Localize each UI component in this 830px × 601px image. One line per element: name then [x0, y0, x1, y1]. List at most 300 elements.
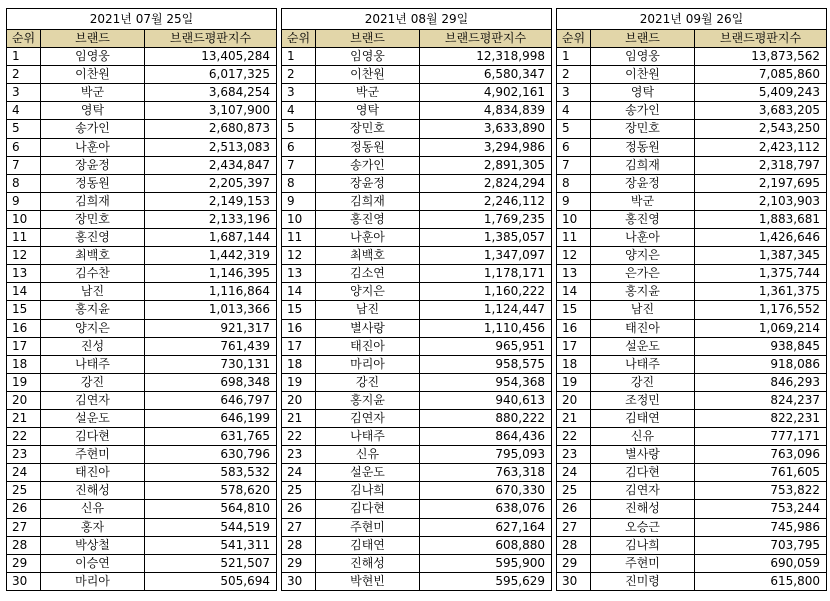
brand-name-cell: 김태연: [316, 536, 420, 554]
ranking-block: [556, 8, 827, 591]
rank-cell: 4: [557, 102, 591, 120]
rank-cell: 20: [557, 391, 591, 409]
score-cell: 1,110,456: [420, 319, 552, 337]
rank-cell: 21: [282, 409, 316, 427]
ranking-table-body: [557, 48, 827, 591]
table-row: [7, 210, 277, 228]
table-row: [282, 301, 552, 319]
brand-name-cell: 김수찬: [41, 265, 145, 283]
rank-cell: 30: [282, 572, 316, 590]
table-row: [557, 210, 827, 228]
brand-name-cell: 강진: [41, 373, 145, 391]
score-cell: 745,986: [695, 518, 827, 536]
brand-name-cell: 별사랑: [591, 446, 695, 464]
rank-cell: 22: [282, 428, 316, 446]
score-cell: 763,096: [695, 446, 827, 464]
brand-name-cell: 김희재: [591, 156, 695, 174]
table-row: [7, 229, 277, 247]
table-row: [282, 192, 552, 210]
brand-name-cell: 임영웅: [41, 48, 145, 66]
table-row: [7, 446, 277, 464]
brand-name-cell: 나훈아: [316, 229, 420, 247]
score-cell: 753,822: [695, 482, 827, 500]
brand-name-cell: 나훈아: [41, 138, 145, 156]
brand-name-cell: 박군: [316, 84, 420, 102]
score-cell: 2,197,695: [695, 174, 827, 192]
brand-name-cell: 송가인: [316, 156, 420, 174]
ranking-date-title: 2021년 09월 26일: [556, 8, 827, 29]
score-cell: 4,902,161: [420, 84, 552, 102]
rank-cell: 19: [557, 373, 591, 391]
table-row: [557, 84, 827, 102]
brand-name-cell: 홍진영: [41, 229, 145, 247]
score-cell: 761,605: [695, 464, 827, 482]
score-cell: 595,629: [420, 572, 552, 590]
rank-cell: 15: [7, 301, 41, 319]
table-row: [7, 355, 277, 373]
table-row: [557, 355, 827, 373]
rank-cell: 16: [282, 319, 316, 337]
table-row: [282, 391, 552, 409]
table-row: [282, 48, 552, 66]
rank-cell: 5: [557, 120, 591, 138]
brand-name-cell: 김다현: [316, 500, 420, 518]
brand-name-cell: 최백호: [41, 247, 145, 265]
score-cell: 1,176,552: [695, 301, 827, 319]
rank-cell: 11: [7, 229, 41, 247]
ranking-table-header: [282, 30, 552, 48]
brand-name-cell: 홍지윤: [41, 301, 145, 319]
score-cell: 846,293: [695, 373, 827, 391]
brand-name-cell: 김소연: [316, 265, 420, 283]
rank-cell: 24: [7, 464, 41, 482]
rank-cell: 17: [557, 337, 591, 355]
rank-cell: 20: [282, 391, 316, 409]
score-header: 브랜드평판지수: [420, 30, 552, 48]
score-cell: 1,361,375: [695, 283, 827, 301]
score-cell: 3,683,205: [695, 102, 827, 120]
table-row: [557, 409, 827, 427]
score-cell: 544,519: [145, 518, 277, 536]
score-cell: 822,231: [695, 409, 827, 427]
score-cell: 4,834,839: [420, 102, 552, 120]
table-row: [282, 554, 552, 572]
table-row: [557, 192, 827, 210]
table-row: [7, 247, 277, 265]
rank-cell: 21: [557, 409, 591, 427]
table-row: [282, 409, 552, 427]
ranking-table: [281, 29, 552, 591]
table-row: [557, 391, 827, 409]
score-cell: 1,124,447: [420, 301, 552, 319]
table-row: [7, 428, 277, 446]
table-row: [557, 482, 827, 500]
ranking-table-header: [7, 30, 277, 48]
table-row: [282, 446, 552, 464]
score-cell: 1,178,171: [420, 265, 552, 283]
score-cell: 2,434,847: [145, 156, 277, 174]
ranking-table-header: [557, 30, 827, 48]
score-cell: 3,633,890: [420, 120, 552, 138]
brand-name-cell: 송가인: [41, 120, 145, 138]
rank-cell: 7: [282, 156, 316, 174]
table-row: [282, 138, 552, 156]
score-cell: 2,149,153: [145, 192, 277, 210]
table-row: [282, 482, 552, 500]
ranking-date-title: 2021년 07월 25일: [6, 8, 277, 29]
table-row: [7, 84, 277, 102]
rank-cell: 4: [7, 102, 41, 120]
ranking-tables: [6, 8, 827, 591]
score-cell: 965,951: [420, 337, 552, 355]
table-row: [282, 247, 552, 265]
rank-cell: 25: [282, 482, 316, 500]
brand-name-cell: 김연자: [316, 409, 420, 427]
rank-cell: 25: [557, 482, 591, 500]
rank-cell: 13: [282, 265, 316, 283]
brand-name-cell: 양지은: [591, 247, 695, 265]
table-row: [7, 500, 277, 518]
score-cell: 670,330: [420, 482, 552, 500]
table-row: [557, 156, 827, 174]
brand-name-cell: 박현빈: [316, 572, 420, 590]
score-cell: 6,017,325: [145, 66, 277, 84]
table-row: [557, 66, 827, 84]
brand-name-cell: 김다현: [41, 428, 145, 446]
table-row: [7, 319, 277, 337]
rank-cell: 29: [7, 554, 41, 572]
brand-header: 브랜드: [41, 30, 145, 48]
rank-cell: 24: [282, 464, 316, 482]
brand-name-cell: 오승근: [591, 518, 695, 536]
score-cell: 2,318,797: [695, 156, 827, 174]
table-row: [557, 536, 827, 554]
score-cell: 958,575: [420, 355, 552, 373]
table-row: [557, 428, 827, 446]
score-cell: 2,891,305: [420, 156, 552, 174]
brand-name-cell: 나태주: [591, 355, 695, 373]
brand-name-cell: 홍자: [41, 518, 145, 536]
brand-name-cell: 강진: [591, 373, 695, 391]
rank-cell: 27: [282, 518, 316, 536]
score-cell: 595,900: [420, 554, 552, 572]
brand-name-cell: 장민호: [41, 210, 145, 228]
score-cell: 646,199: [145, 409, 277, 427]
table-row: [557, 464, 827, 482]
score-header: 브랜드평판지수: [695, 30, 827, 48]
rank-cell: 17: [282, 337, 316, 355]
rank-cell: 10: [7, 210, 41, 228]
rank-cell: 14: [282, 283, 316, 301]
brand-name-cell: 마리아: [41, 572, 145, 590]
rank-cell: 2: [282, 66, 316, 84]
brand-name-cell: 김나희: [591, 536, 695, 554]
score-cell: 1,160,222: [420, 283, 552, 301]
brand-name-cell: 김희재: [316, 192, 420, 210]
score-cell: 564,810: [145, 500, 277, 518]
table-row: [557, 572, 827, 590]
brand-name-cell: 태진아: [591, 319, 695, 337]
rank-cell: 26: [7, 500, 41, 518]
brand-name-cell: 신유: [316, 446, 420, 464]
rank-cell: 28: [282, 536, 316, 554]
table-row: [282, 428, 552, 446]
brand-name-cell: 별사랑: [316, 319, 420, 337]
rank-cell: 15: [282, 301, 316, 319]
score-cell: 1,385,057: [420, 229, 552, 247]
brand-name-cell: 설운도: [41, 409, 145, 427]
table-row: [557, 265, 827, 283]
rank-cell: 17: [7, 337, 41, 355]
rank-cell: 12: [282, 247, 316, 265]
rank-cell: 5: [282, 120, 316, 138]
brand-name-cell: 양지은: [41, 319, 145, 337]
rank-cell: 18: [282, 355, 316, 373]
rank-cell: 3: [557, 84, 591, 102]
rank-cell: 10: [557, 210, 591, 228]
table-row: [282, 120, 552, 138]
rank-cell: 23: [557, 446, 591, 464]
rank-cell: 22: [557, 428, 591, 446]
brand-name-cell: 진해성: [316, 554, 420, 572]
score-cell: 921,317: [145, 319, 277, 337]
score-cell: 777,171: [695, 428, 827, 446]
rank-cell: 1: [282, 48, 316, 66]
brand-name-cell: 신유: [591, 428, 695, 446]
brand-name-cell: 장민호: [591, 120, 695, 138]
score-cell: 2,246,112: [420, 192, 552, 210]
table-row: [7, 192, 277, 210]
score-cell: 12,318,998: [420, 48, 552, 66]
score-cell: 646,797: [145, 391, 277, 409]
score-cell: 2,680,873: [145, 120, 277, 138]
table-row: [7, 174, 277, 192]
score-cell: 690,059: [695, 554, 827, 572]
brand-name-cell: 마리아: [316, 355, 420, 373]
score-cell: 795,093: [420, 446, 552, 464]
score-cell: 5,409,243: [695, 84, 827, 102]
table-row: [7, 138, 277, 156]
score-cell: 698,348: [145, 373, 277, 391]
rank-cell: 13: [557, 265, 591, 283]
score-cell: 1,883,681: [695, 210, 827, 228]
score-cell: 13,405,284: [145, 48, 277, 66]
score-cell: 954,368: [420, 373, 552, 391]
table-row: [7, 48, 277, 66]
score-cell: 824,237: [695, 391, 827, 409]
brand-name-cell: 남진: [591, 301, 695, 319]
brand-name-cell: 홍진영: [316, 210, 420, 228]
table-row: [557, 174, 827, 192]
rank-cell: 23: [282, 446, 316, 464]
score-cell: 505,694: [145, 572, 277, 590]
table-row: [557, 48, 827, 66]
rank-cell: 16: [557, 319, 591, 337]
brand-name-cell: 장윤정: [591, 174, 695, 192]
rank-cell: 8: [282, 174, 316, 192]
table-row: [7, 102, 277, 120]
rank-cell: 21: [7, 409, 41, 427]
brand-name-cell: 이찬원: [591, 66, 695, 84]
rank-cell: 6: [557, 138, 591, 156]
table-row: [282, 319, 552, 337]
table-row: [282, 66, 552, 84]
brand-name-cell: 진성: [41, 337, 145, 355]
ranking-table-body: [282, 48, 552, 591]
rank-cell: 12: [7, 247, 41, 265]
brand-name-cell: 김나희: [316, 482, 420, 500]
score-cell: 880,222: [420, 409, 552, 427]
table-row: [7, 66, 277, 84]
rank-cell: 27: [557, 518, 591, 536]
brand-name-cell: 태진아: [316, 337, 420, 355]
score-cell: 7,085,860: [695, 66, 827, 84]
rank-cell: 4: [282, 102, 316, 120]
brand-name-cell: 설운도: [316, 464, 420, 482]
header-row: [557, 30, 827, 48]
score-cell: 1,013,366: [145, 301, 277, 319]
brand-name-cell: 임영웅: [316, 48, 420, 66]
score-cell: 630,796: [145, 446, 277, 464]
score-cell: 2,824,294: [420, 174, 552, 192]
brand-name-cell: 강진: [316, 373, 420, 391]
score-cell: 2,513,083: [145, 138, 277, 156]
brand-name-cell: 김태연: [591, 409, 695, 427]
ranking-table: [6, 29, 277, 591]
brand-name-cell: 송가인: [591, 102, 695, 120]
score-cell: 2,103,903: [695, 192, 827, 210]
table-row: [557, 373, 827, 391]
score-cell: 1,116,864: [145, 283, 277, 301]
rank-cell: 6: [282, 138, 316, 156]
brand-name-cell: 김희재: [41, 192, 145, 210]
score-cell: 2,133,196: [145, 210, 277, 228]
score-cell: 3,107,900: [145, 102, 277, 120]
score-cell: 1,387,345: [695, 247, 827, 265]
rank-cell: 30: [557, 572, 591, 590]
brand-name-cell: 박상철: [41, 536, 145, 554]
score-cell: 761,439: [145, 337, 277, 355]
score-cell: 763,318: [420, 464, 552, 482]
score-cell: 541,311: [145, 536, 277, 554]
brand-name-cell: 신유: [41, 500, 145, 518]
score-cell: 13,873,562: [695, 48, 827, 66]
brand-name-cell: 박군: [591, 192, 695, 210]
rank-cell: 23: [7, 446, 41, 464]
brand-name-cell: 김다현: [591, 464, 695, 482]
brand-name-cell: 장윤정: [316, 174, 420, 192]
rank-cell: 6: [7, 138, 41, 156]
score-cell: 1,146,395: [145, 265, 277, 283]
rank-cell: 29: [282, 554, 316, 572]
brand-name-cell: 최백호: [316, 247, 420, 265]
rank-cell: 10: [282, 210, 316, 228]
table-row: [282, 84, 552, 102]
rank-cell: 2: [7, 66, 41, 84]
score-cell: 1,069,214: [695, 319, 827, 337]
table-row: [282, 572, 552, 590]
brand-name-cell: 정동원: [591, 138, 695, 156]
brand-name-cell: 주현미: [316, 518, 420, 536]
score-cell: 521,507: [145, 554, 277, 572]
score-cell: 2,543,250: [695, 120, 827, 138]
brand-name-cell: 조정민: [591, 391, 695, 409]
brand-name-cell: 남진: [316, 301, 420, 319]
rank-cell: 3: [282, 84, 316, 102]
table-row: [282, 229, 552, 247]
brand-name-cell: 나훈아: [591, 229, 695, 247]
brand-name-cell: 설운도: [591, 337, 695, 355]
score-cell: 578,620: [145, 482, 277, 500]
table-row: [7, 265, 277, 283]
brand-name-cell: 양지은: [316, 283, 420, 301]
rank-cell: 9: [282, 192, 316, 210]
table-row: [557, 301, 827, 319]
rank-cell: 28: [7, 536, 41, 554]
brand-name-cell: 진미령: [591, 572, 695, 590]
score-cell: 918,086: [695, 355, 827, 373]
rank-cell: 12: [557, 247, 591, 265]
rank-cell: 25: [7, 482, 41, 500]
brand-name-cell: 주현미: [591, 554, 695, 572]
table-row: [282, 536, 552, 554]
table-row: [557, 138, 827, 156]
score-cell: 1,347,097: [420, 247, 552, 265]
rank-cell: 13: [7, 265, 41, 283]
score-cell: 864,436: [420, 428, 552, 446]
rank-cell: 3: [7, 84, 41, 102]
score-cell: 1,375,744: [695, 265, 827, 283]
table-row: [7, 518, 277, 536]
rank-cell: 7: [7, 156, 41, 174]
brand-name-cell: 박군: [41, 84, 145, 102]
rank-cell: 1: [557, 48, 591, 66]
header-row: [282, 30, 552, 48]
header-row: [7, 30, 277, 48]
score-cell: 638,076: [420, 500, 552, 518]
rank-cell: 15: [557, 301, 591, 319]
rank-header: 순위: [7, 30, 41, 48]
table-row: [282, 500, 552, 518]
brand-name-cell: 영탁: [591, 84, 695, 102]
score-cell: 730,131: [145, 355, 277, 373]
rank-cell: 11: [557, 229, 591, 247]
ranking-table-body: [7, 48, 277, 591]
ranking-block: [281, 8, 552, 591]
table-row: [557, 446, 827, 464]
score-cell: 1,426,646: [695, 229, 827, 247]
table-row: [557, 120, 827, 138]
rank-cell: 29: [557, 554, 591, 572]
table-row: [282, 283, 552, 301]
ranking-date-title: 2021년 08월 29일: [281, 8, 552, 29]
brand-name-cell: 홍지윤: [591, 283, 695, 301]
brand-name-cell: 임영웅: [591, 48, 695, 66]
brand-name-cell: 은가은: [591, 265, 695, 283]
rank-cell: 8: [7, 174, 41, 192]
rank-cell: 19: [7, 373, 41, 391]
table-row: [557, 247, 827, 265]
rank-cell: 1: [7, 48, 41, 66]
rank-cell: 19: [282, 373, 316, 391]
brand-name-cell: 이찬원: [316, 66, 420, 84]
rank-cell: 9: [7, 192, 41, 210]
table-row: [7, 337, 277, 355]
table-row: [7, 464, 277, 482]
table-row: [282, 265, 552, 283]
score-cell: 583,532: [145, 464, 277, 482]
score-cell: 3,684,254: [145, 84, 277, 102]
